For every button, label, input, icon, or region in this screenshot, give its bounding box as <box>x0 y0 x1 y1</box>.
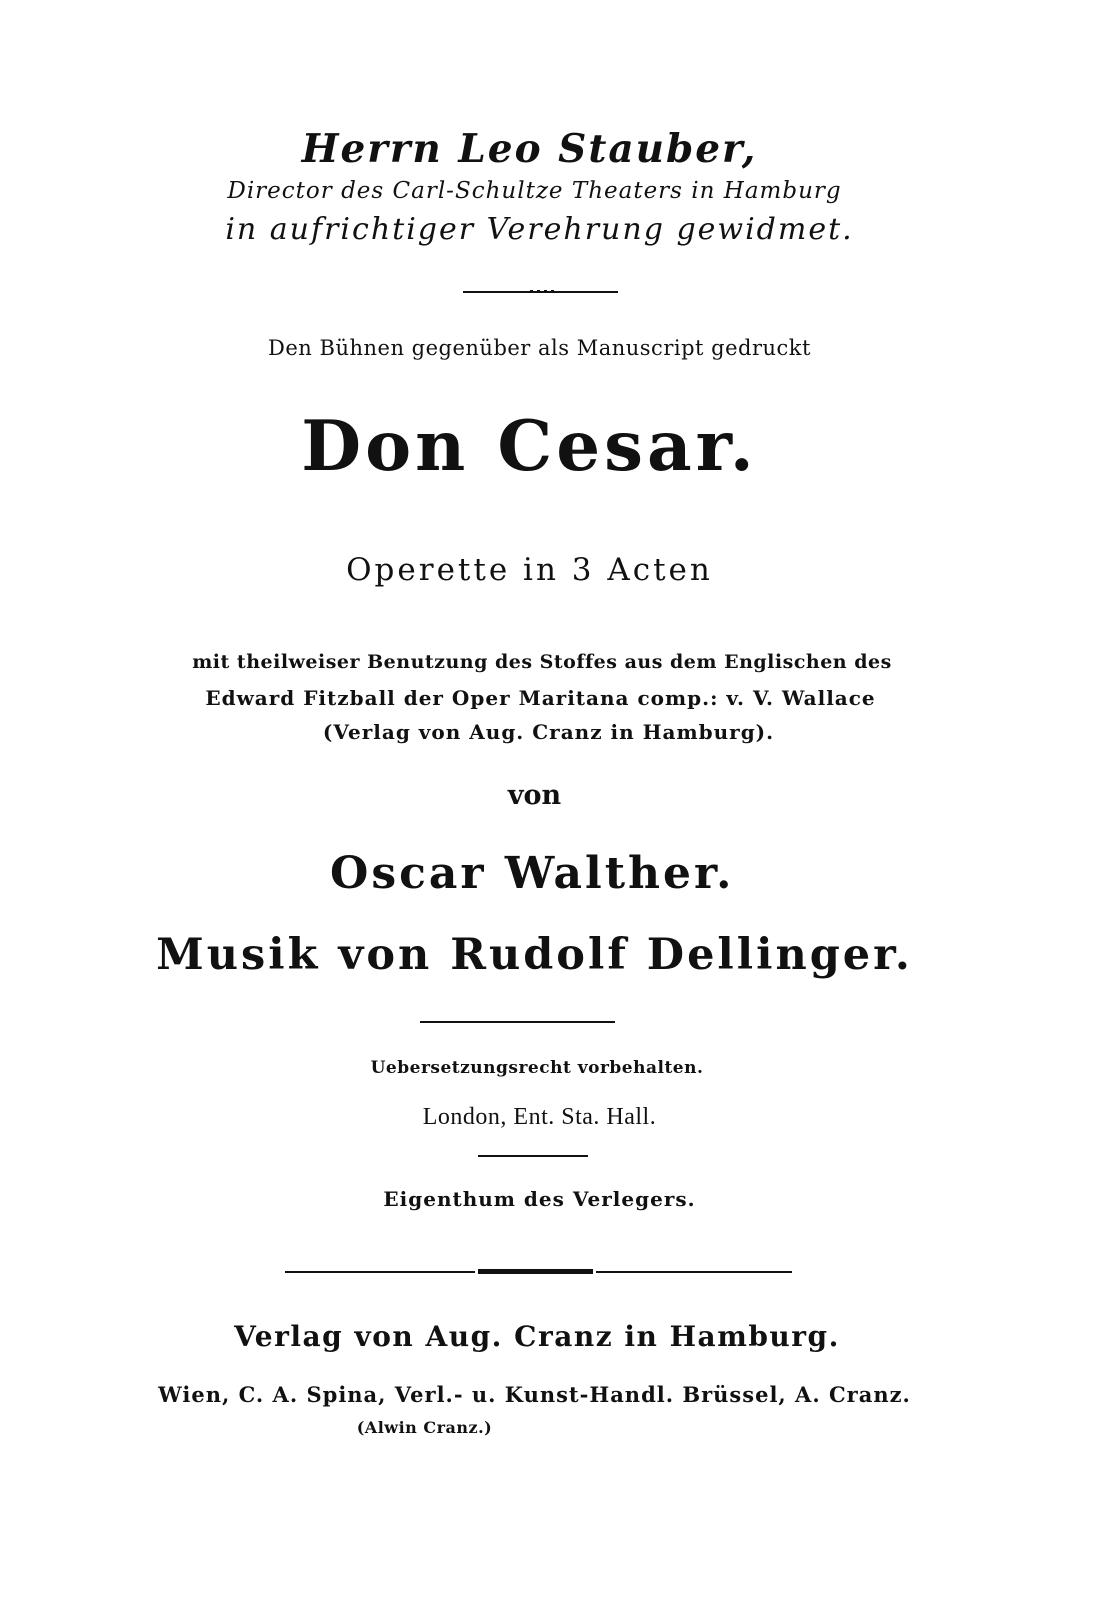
branch-note: (Alwin Cranz.) <box>356 1418 493 1437</box>
stage-notice: Den Bühnen gegenüber als Manuscript gedruckt <box>268 336 811 360</box>
property-notice: Eigenthum des Verlegers. <box>383 1187 696 1211</box>
publisher-divider-right <box>596 1271 792 1273</box>
source-note-line-1: mit theilweiser Benutzung des Stoffes aus dem Englischen des <box>192 651 892 673</box>
ornamental-divider <box>463 291 618 293</box>
composer-credit: Musik von Rudolf Dellinger. <box>156 930 913 980</box>
author-name: Oscar Walther. <box>330 848 735 899</box>
source-note-line-3: (Verlag von Aug. Cranz in Hamburg). <box>322 720 775 744</box>
source-note-line-2: Edward Fitzball der Oper Maritana comp.: v. V. Wallace <box>205 686 876 710</box>
registration-note: London, Ent. Sta. Hall. <box>422 1104 657 1130</box>
dedicatee-position: Director des Carl-Schultze Theaters in Hamburg <box>227 178 842 204</box>
dedicatee-name: Herrn Leo Stauber, <box>301 126 758 172</box>
publisher-divider-left <box>285 1271 475 1273</box>
by-word: von <box>507 780 562 811</box>
divider-ornament-dot <box>544 290 547 293</box>
branch-offices: Wien, C. A. Spina, Verl.- u. Kunst-Handl. Brüssel, A. Cranz. <box>158 1382 911 1407</box>
work-genre: Operette in 3 Acten <box>346 552 713 588</box>
dedication-text: in aufrichtiger Verehrung gewidmet. <box>225 212 854 247</box>
divider-ornament-dot <box>537 290 540 293</box>
divider-ornament-dot <box>530 290 533 293</box>
work-title: Don Cesar. <box>301 406 758 487</box>
publisher-divider-center <box>478 1269 593 1274</box>
short-divider <box>478 1155 588 1157</box>
section-divider <box>420 1021 615 1023</box>
divider-ornament-dot <box>551 290 554 293</box>
publisher-imprint: Verlag von Aug. Cranz in Hamburg. <box>234 1320 840 1353</box>
rights-notice: Uebersetzungsrecht vorbehalten. <box>370 1058 704 1078</box>
